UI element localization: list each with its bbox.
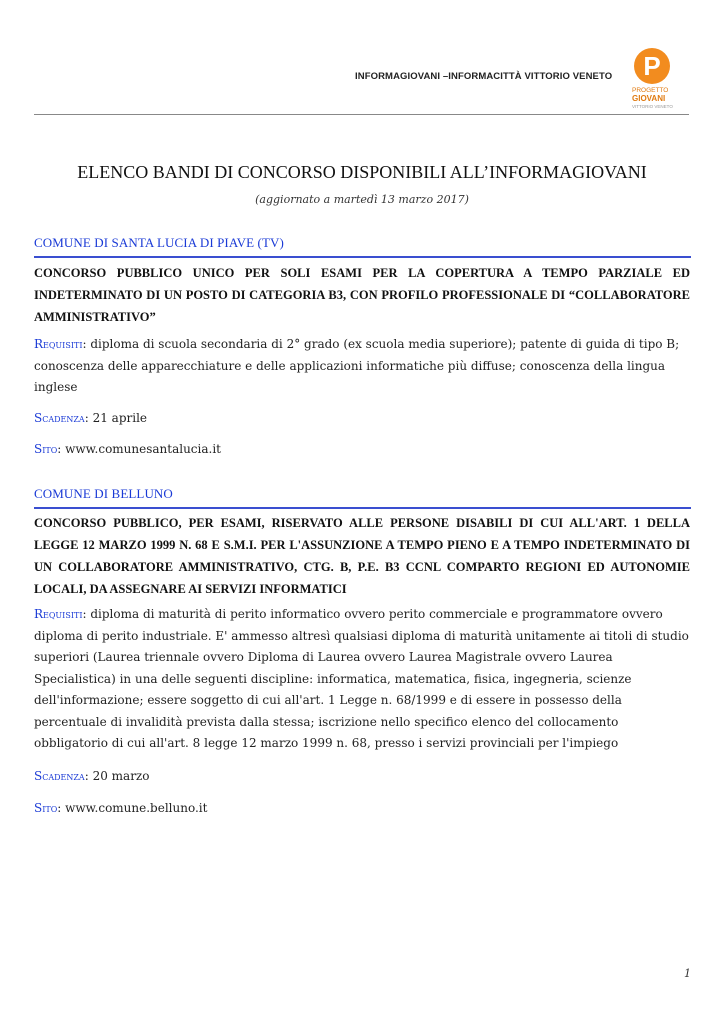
requisiti-label: Requisiti	[34, 607, 83, 621]
document-subtitle: (aggiornato a martedì 13 marzo 2017)	[255, 193, 469, 206]
scadenza-field	[34, 766, 690, 788]
sito-field	[34, 439, 690, 461]
scadenza-text: : 20 marzo	[84, 769, 150, 783]
sito-field	[34, 798, 690, 820]
logo-line-2: GIOVANI	[632, 94, 666, 103]
section-title-belluno: COMUNE DI BELLUNO	[34, 486, 173, 501]
requisiti-field	[34, 604, 690, 755]
scadenza-field	[34, 408, 690, 430]
section-divider	[34, 256, 691, 258]
sito-label: Sito	[34, 442, 58, 456]
header-divider	[34, 114, 689, 115]
requisiti-field	[34, 334, 690, 399]
sito-link[interactable]: : www.comunesantalucia.it	[57, 442, 221, 456]
section-headline: CONCORSO PUBBLICO, PER ESAMI, RISERVATO ALLE PERSONE DISABILI DI CUI ALL'ART. 1 DELLA LEGGE 12 MARZO 1999 N. 68 E S.M.I. PER L'ASSUNZIONE A TEMPO PIENO E A TEMPO INDETERMINATO DI UN COLLABORATORE AMMINISTRATIVO, CTG. B, P.E. B3 CCNL COMPARTO REGIONI ED AUTONOMIE LOCALI, DA ASSEGNARE AI SERVIZI INFORMATICI	[34, 516, 690, 596]
sito-label: Sito	[34, 801, 58, 815]
page-number: 1	[684, 967, 691, 980]
logo-line-3: VITTORIO VENETO	[632, 104, 673, 109]
section-divider	[34, 507, 691, 509]
logo-letter: P	[643, 51, 661, 81]
requisiti-text: : diploma di maturità di perito informatico ovvero perito commerciale e programmatore ovvero diploma di perito industriale. E' ammesso altresì qualsiasi diploma di maturità unitamente ai titoli di studio superiori (Laurea triennale ovvero Diploma di Laurea ovvero Laurea Magistrale ovvero Laurea Specialistica) in una delle seguenti discipline: informatica, matematica, fisica, ingegneria, scienze dell'informazione; essere soggetto di cui all'art. 1 Legge n. 68/1999 e di essere in possesso della percentuale di invalidità prevista dalla stessa; iscrizione nello specifico elenco del collocamento obbligatorio di cui all'art. 8 legge 12 marzo 1999 n. 68, presso i servizi provinciali per l'impiego	[34, 607, 689, 750]
requisiti-label: Requisiti	[34, 337, 83, 351]
requisiti-text: : diploma di scuola secondaria di 2° grado (ex scuola media superiore); patente di guida di tipo B; conoscenza delle apparecchiature e delle applicazioni informatiche più diffuse; conoscenza della lingua inglese	[34, 337, 680, 394]
scadenza-text: : 21 aprile	[84, 411, 148, 425]
scadenza-label: Scadenza	[34, 411, 85, 425]
section-title-santa-lucia: COMUNE DI SANTA LUCIA DI PIAVE (TV)	[34, 235, 284, 250]
document-title: ELENCO BANDI DI CONCORSO DISPONIBILI ALL’INFORMAGIOVANI	[77, 162, 647, 182]
logo-line-1: PROGETTO	[632, 87, 669, 94]
scadenza-label: Scadenza	[34, 769, 85, 783]
header-title: INFORMAGIOVANI –INFORMACITTÀ VITTORIO VENETO	[355, 71, 613, 82]
sito-link[interactable]: : www.comune.belluno.it	[57, 801, 208, 815]
section-headline: CONCORSO PUBBLICO UNICO PER SOLI ESAMI PER LA COPERTURA A TEMPO PARZIALE ED INDETERMINATO DI UN POSTO DI CATEGORIA B3, CON PROFILO PROFESSIONALE DI “COLLABORATORE AMMINISTRATIVO”	[34, 266, 690, 324]
progetto-giovani-logo	[628, 48, 674, 120]
